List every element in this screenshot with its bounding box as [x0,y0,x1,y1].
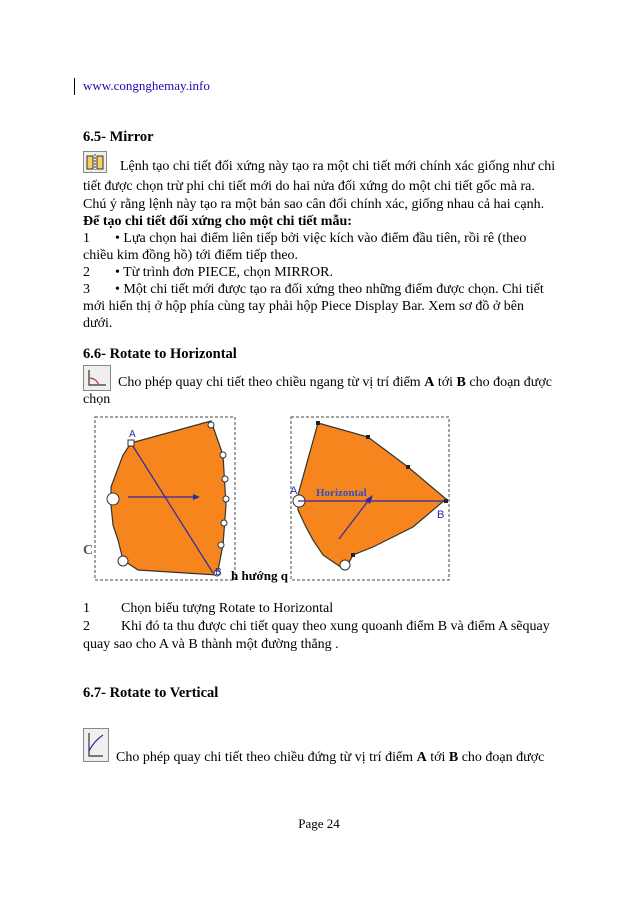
rotate-horizontal-icon [83,365,111,391]
fig-caption-fragment: h hướng q [231,568,288,583]
fig-label-a-right: A [290,485,298,497]
section-6-7-title: 6.7- Rotate to Vertical [83,685,219,701]
header-website-link[interactable]: www.congnghemay.info [83,78,210,93]
rotate-vertical-icon [83,728,109,762]
rotate-horizontal-intro-cont: chọn [83,392,111,407]
mirror-subtitle: Để tạo chi tiết đối xứng cho một chi tiết mẫu: [83,214,352,229]
mirror-intro-line-1: Lệnh tạo chi tiết đối xứng này tạo ra một chi tiết mới chính xác giống như chi [120,159,556,174]
mirror-step: 2 • Từ trình đơn PIECE, chọn MIRROR. [83,265,333,280]
mirror-intro-line-3: Chú ý rằng lệnh này tạo ra một bản sao cân đối chính xác, giống nhau cả hai cạnh. [83,197,545,212]
mirror-step: 1 • Lựa chọn hai điểm liên tiếp bởi việc kích vào điểm đầu tiên, rồi rê (theo [83,231,527,246]
fig-caption-c: C [83,543,94,558]
section-6-5-title: 6.5- Mirror [83,129,154,145]
mirror-step-cont: mới hiển thị ở hộp phía cùng tay phải hộp Piece Display Bar. Xem sơ đồ ở bên [83,299,524,314]
header-rule [74,78,75,95]
rotate-horizontal-intro: Cho phép quay chi tiết theo chiều ngang từ vị trí điểm A tới B cho đoạn được [118,375,552,390]
fig-label-horizontal: Horizontal [316,487,367,499]
mirror-step-cont: dưới. [83,316,113,331]
rotate-horizontal-figure [83,415,463,585]
mirror-step-cont: chiều kim đồng hồ) tới điểm tiếp theo. [83,248,299,263]
section-6-6-title: 6.6- Rotate to Horizontal [83,346,237,362]
fig-label-a-left: A [129,429,136,440]
rotate-horizontal-step: 1 Chọn biểu tượng Rotate to Horizontal [83,601,334,616]
fig-label-b-right: B [437,509,445,521]
mirror-intro-line-2: tiết được chọn trừ phi chi tiết mới do hai nửa đối xứng do một chi tiết gốc mà ra. [83,179,535,194]
fig-label-b-left: B [215,567,222,578]
rotate-horizontal-step: 2 Khi đó ta thu được chi tiết quay theo xung quoanh điểm B và điểm A sẽquay [83,619,550,634]
page-number: Page 24 [298,816,340,831]
mirror-step: 3 • Một chi tiết mới được tạo ra đối xứng theo những điểm được chọn. Chi tiết [83,282,544,297]
rotate-vertical-intro: Cho phép quay chi tiết theo chiều đứng từ vị trí điểm A tới B cho đoạn được [116,750,545,765]
rotate-horizontal-step-cont: quay sao cho A và B thành một đường thẳng . [83,637,339,652]
mirror-icon [83,151,107,173]
